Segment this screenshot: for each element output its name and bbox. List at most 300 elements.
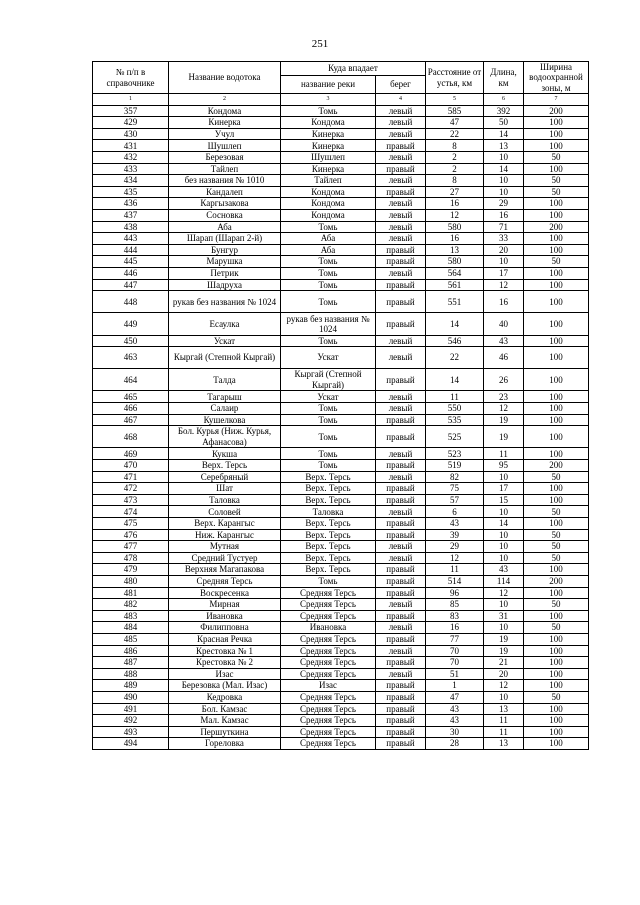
cell-distance: 585 [426, 105, 484, 117]
cell-river: Томь [281, 403, 376, 415]
cell-river: Средняя Терсь [281, 715, 376, 727]
cell-zone-width: 100 [524, 198, 589, 210]
cell-num: 433 [93, 163, 169, 175]
cell-bank: правый [376, 256, 426, 268]
cell-name: Крестовка № 2 [169, 657, 281, 669]
cell-bank: правый [376, 564, 426, 576]
cell-num: 471 [93, 471, 169, 483]
table-row [93, 657, 589, 669]
column-number: 7 [524, 94, 589, 105]
cell-zone-width: 50 [524, 152, 589, 164]
cell-distance: 16 [426, 198, 484, 210]
column-number: 4 [376, 94, 426, 105]
cell-num: 430 [93, 128, 169, 140]
cell-distance: 22 [426, 347, 484, 369]
cell-length: 10 [484, 541, 524, 553]
cell-name: Воскресенка [169, 587, 281, 599]
cell-river: Кинерка [281, 140, 376, 152]
cell-distance: 550 [426, 403, 484, 415]
cell-river: Ивановка [281, 622, 376, 634]
cell-river: Верх. Терсь [281, 552, 376, 564]
header-length: Длина, км [484, 62, 524, 94]
cell-river: Ускат [281, 391, 376, 403]
cell-river: Томь [281, 279, 376, 291]
cell-num: 463 [93, 347, 169, 369]
cell-distance: 2 [426, 163, 484, 175]
table-row [93, 633, 589, 645]
header-num: № п/п в справочнике [93, 62, 169, 94]
cell-name: Филипповна [169, 622, 281, 634]
table-row [93, 668, 589, 680]
cell-name: Талда [169, 369, 281, 391]
cell-length: 14 [484, 518, 524, 530]
cell-river: Верх. Терсь [281, 494, 376, 506]
cell-name: Першуткина [169, 726, 281, 738]
cell-distance: 43 [426, 715, 484, 727]
cell-num: 492 [93, 715, 169, 727]
cell-zone-width: 100 [524, 657, 589, 669]
cell-bank: левый [376, 541, 426, 553]
cell-name: Кукша [169, 448, 281, 460]
cell-bank: левый [376, 552, 426, 564]
table-row [93, 645, 589, 657]
cell-name: Крестовка № 1 [169, 645, 281, 657]
cell-bank: правый [376, 279, 426, 291]
cell-distance: 514 [426, 575, 484, 587]
cell-bank: левый [376, 233, 426, 245]
cell-distance: 564 [426, 267, 484, 279]
cell-length: 10 [484, 256, 524, 268]
cell-distance: 1 [426, 680, 484, 692]
cell-name: Кинерка [169, 117, 281, 129]
cell-river: Томь [281, 335, 376, 347]
cell-distance: 12 [426, 209, 484, 221]
cell-river: Тайлеп [281, 175, 376, 187]
table-row [93, 291, 589, 313]
cell-name: Кондома [169, 105, 281, 117]
cell-name: Таловка [169, 494, 281, 506]
cell-bank: правый [376, 426, 426, 448]
cell-river: Средняя Терсь [281, 657, 376, 669]
cell-zone-width: 100 [524, 518, 589, 530]
cell-zone-width: 100 [524, 347, 589, 369]
cell-bank: левый [376, 506, 426, 518]
cell-zone-width: 100 [524, 426, 589, 448]
cell-distance: 43 [426, 703, 484, 715]
cell-name: Кыргай (Степной Кыргай) [169, 347, 281, 369]
cell-num: 449 [93, 313, 169, 335]
cell-zone-width: 200 [524, 105, 589, 117]
cell-length: 15 [484, 494, 524, 506]
cell-bank: левый [376, 622, 426, 634]
table-row [93, 140, 589, 152]
cell-distance: 525 [426, 426, 484, 448]
cell-name: Березовка (Мал. Изас) [169, 680, 281, 692]
table-row [93, 163, 589, 175]
cell-zone-width: 100 [524, 209, 589, 221]
cell-bank: левый [376, 117, 426, 129]
cell-zone-width: 50 [524, 471, 589, 483]
cell-bank: левый [376, 645, 426, 657]
table-row [93, 541, 589, 553]
cell-name: Марушка [169, 256, 281, 268]
cell-length: 10 [484, 175, 524, 187]
cell-name: Шадруха [169, 279, 281, 291]
cell-bank: левый [376, 403, 426, 415]
cell-length: 14 [484, 163, 524, 175]
cell-length: 17 [484, 483, 524, 495]
cell-num: 435 [93, 186, 169, 198]
cell-num: 489 [93, 680, 169, 692]
cell-distance: 8 [426, 175, 484, 187]
table-row [93, 448, 589, 460]
cell-name: Шарап (Шарап 2-й) [169, 233, 281, 245]
cell-river: Верх. Терсь [281, 564, 376, 576]
table-row [93, 105, 589, 117]
cell-bank: правый [376, 291, 426, 313]
cell-distance: 22 [426, 128, 484, 140]
watercourse-table [92, 61, 589, 750]
table-row [93, 680, 589, 692]
cell-distance: 47 [426, 691, 484, 703]
cell-num: 483 [93, 610, 169, 622]
cell-name: Средний Тустуер [169, 552, 281, 564]
cell-length: 12 [484, 279, 524, 291]
cell-num: 467 [93, 414, 169, 426]
cell-distance: 30 [426, 726, 484, 738]
cell-length: 392 [484, 105, 524, 117]
cell-length: 31 [484, 610, 524, 622]
cell-zone-width: 50 [524, 541, 589, 553]
cell-num: 480 [93, 575, 169, 587]
table-row [93, 279, 589, 291]
cell-length: 10 [484, 691, 524, 703]
table-row [93, 552, 589, 564]
cell-bank: левый [376, 175, 426, 187]
cell-river: Томь [281, 460, 376, 472]
cell-bank: правый [376, 186, 426, 198]
table-row [93, 186, 589, 198]
cell-length: 17 [484, 267, 524, 279]
cell-name: Ивановка [169, 610, 281, 622]
column-number-row [93, 94, 589, 105]
cell-zone-width: 100 [524, 494, 589, 506]
cell-river: Ускат [281, 347, 376, 369]
cell-distance: 13 [426, 244, 484, 256]
table-row [93, 209, 589, 221]
cell-num: 464 [93, 369, 169, 391]
cell-length: 50 [484, 117, 524, 129]
table-row [93, 391, 589, 403]
cell-distance: 29 [426, 541, 484, 553]
cell-num: 438 [93, 221, 169, 233]
cell-bank: левый [376, 128, 426, 140]
cell-river: Таловка [281, 506, 376, 518]
cell-num: 436 [93, 198, 169, 210]
cell-num: 432 [93, 152, 169, 164]
cell-river: Верх. Терсь [281, 541, 376, 553]
cell-name: Изас [169, 668, 281, 680]
cell-length: 43 [484, 564, 524, 576]
cell-length: 10 [484, 186, 524, 198]
cell-distance: 85 [426, 599, 484, 611]
cell-bank: правый [376, 244, 426, 256]
cell-river: рукав без названия № 1024 [281, 313, 376, 335]
cell-length: 13 [484, 140, 524, 152]
cell-bank: правый [376, 691, 426, 703]
cell-zone-width: 100 [524, 140, 589, 152]
cell-zone-width: 200 [524, 221, 589, 233]
cell-river: Томь [281, 414, 376, 426]
table-row [93, 610, 589, 622]
table-row [93, 426, 589, 448]
cell-river: Верх. Терсь [281, 483, 376, 495]
page-number: 251 [311, 38, 329, 50]
cell-length: 19 [484, 414, 524, 426]
table-row [93, 564, 589, 576]
table-row [93, 518, 589, 530]
cell-distance: 83 [426, 610, 484, 622]
cell-zone-width: 100 [524, 726, 589, 738]
cell-num: 476 [93, 529, 169, 541]
table-row [93, 244, 589, 256]
cell-length: 12 [484, 680, 524, 692]
cell-zone-width: 100 [524, 564, 589, 576]
cell-bank: левый [376, 221, 426, 233]
cell-num: 485 [93, 633, 169, 645]
cell-river: Томь [281, 221, 376, 233]
cell-num: 494 [93, 738, 169, 750]
column-number: 5 [426, 94, 484, 105]
cell-river: Верх. Терсь [281, 518, 376, 530]
cell-distance: 561 [426, 279, 484, 291]
cell-bank: левый [376, 198, 426, 210]
cell-name: Березовая [169, 152, 281, 164]
cell-length: 12 [484, 587, 524, 599]
cell-length: 40 [484, 313, 524, 335]
cell-name: Учул [169, 128, 281, 140]
cell-length: 10 [484, 599, 524, 611]
cell-length: 46 [484, 347, 524, 369]
cell-zone-width: 100 [524, 335, 589, 347]
cell-zone-width: 200 [524, 575, 589, 587]
table-row [93, 715, 589, 727]
cell-num: 429 [93, 117, 169, 129]
table-row [93, 703, 589, 715]
cell-distance: 75 [426, 483, 484, 495]
cell-num: 443 [93, 233, 169, 245]
cell-bank: правый [376, 414, 426, 426]
cell-bank: левый [376, 471, 426, 483]
cell-distance: 11 [426, 391, 484, 403]
cell-bank: правый [376, 369, 426, 391]
cell-distance: 14 [426, 369, 484, 391]
cell-river: Средняя Терсь [281, 599, 376, 611]
cell-zone-width: 50 [524, 622, 589, 634]
cell-bank: левый [376, 152, 426, 164]
table-row [93, 267, 589, 279]
cell-river: Средняя Терсь [281, 610, 376, 622]
table-row [93, 587, 589, 599]
cell-name: Мирная [169, 599, 281, 611]
cell-bank: правый [376, 633, 426, 645]
cell-zone-width: 100 [524, 244, 589, 256]
cell-name: Верх. Терсь [169, 460, 281, 472]
cell-num: 490 [93, 691, 169, 703]
header-name: Название водотока [169, 62, 281, 94]
cell-num: 484 [93, 622, 169, 634]
cell-distance: 535 [426, 414, 484, 426]
cell-name: Ниж. Карангыс [169, 529, 281, 541]
cell-bank: правый [376, 610, 426, 622]
cell-length: 10 [484, 152, 524, 164]
cell-name: Мал. Камзас [169, 715, 281, 727]
cell-length: 13 [484, 703, 524, 715]
cell-name: Есаулка [169, 313, 281, 335]
cell-zone-width: 100 [524, 668, 589, 680]
cell-num: 468 [93, 426, 169, 448]
cell-bank: правый [376, 494, 426, 506]
cell-distance: 39 [426, 529, 484, 541]
cell-river: Аба [281, 233, 376, 245]
table-row [93, 460, 589, 472]
cell-length: 11 [484, 726, 524, 738]
cell-bank: левый [376, 105, 426, 117]
cell-zone-width: 100 [524, 128, 589, 140]
cell-bank: правый [376, 313, 426, 335]
table-row [93, 575, 589, 587]
cell-river: Томь [281, 105, 376, 117]
cell-name: Аба [169, 221, 281, 233]
cell-bank: правый [376, 483, 426, 495]
cell-distance: 546 [426, 335, 484, 347]
cell-name: Тайлеп [169, 163, 281, 175]
cell-length: 29 [484, 198, 524, 210]
cell-river: Средняя Терсь [281, 691, 376, 703]
column-number: 2 [169, 94, 281, 105]
cell-length: 21 [484, 657, 524, 669]
cell-num: 447 [93, 279, 169, 291]
cell-num: 357 [93, 105, 169, 117]
cell-river: Кондома [281, 198, 376, 210]
cell-length: 19 [484, 633, 524, 645]
cell-distance: 16 [426, 233, 484, 245]
cell-river: Кинерка [281, 128, 376, 140]
cell-length: 11 [484, 715, 524, 727]
cell-distance: 551 [426, 291, 484, 313]
table-row [93, 152, 589, 164]
cell-distance: 27 [426, 186, 484, 198]
cell-length: 43 [484, 335, 524, 347]
cell-river: Кондома [281, 209, 376, 221]
cell-name: Верх. Карангыс [169, 518, 281, 530]
cell-zone-width: 100 [524, 680, 589, 692]
cell-zone-width: 100 [524, 414, 589, 426]
table-row [93, 738, 589, 750]
cell-river: Кондома [281, 117, 376, 129]
cell-bank: левый [376, 267, 426, 279]
table-row [93, 198, 589, 210]
cell-bank: левый [376, 335, 426, 347]
table-row [93, 529, 589, 541]
table-header [93, 62, 589, 106]
cell-zone-width: 100 [524, 403, 589, 415]
cell-bank: правый [376, 738, 426, 750]
cell-length: 114 [484, 575, 524, 587]
cell-num: 473 [93, 494, 169, 506]
cell-zone-width: 50 [524, 256, 589, 268]
cell-name: Салаир [169, 403, 281, 415]
cell-num: 478 [93, 552, 169, 564]
cell-length: 13 [484, 738, 524, 750]
table-row [93, 175, 589, 187]
cell-bank: правый [376, 140, 426, 152]
cell-length: 19 [484, 426, 524, 448]
cell-zone-width: 50 [524, 186, 589, 198]
cell-river: Аба [281, 244, 376, 256]
cell-name: Кушелкова [169, 414, 281, 426]
cell-bank: правый [376, 715, 426, 727]
cell-name: Соловей [169, 506, 281, 518]
table-row [93, 622, 589, 634]
cell-bank: правый [376, 460, 426, 472]
cell-zone-width: 100 [524, 279, 589, 291]
cell-length: 16 [484, 291, 524, 313]
cell-river: Шушлеп [281, 152, 376, 164]
cell-zone-width: 100 [524, 291, 589, 313]
column-number: 3 [281, 94, 376, 105]
cell-bank: левый [376, 448, 426, 460]
cell-name: Шат [169, 483, 281, 495]
cell-bank: левый [376, 347, 426, 369]
cell-distance: 580 [426, 256, 484, 268]
cell-name: Бол. Курья (Ниж. Курья, Афанасова) [169, 426, 281, 448]
cell-distance: 11 [426, 564, 484, 576]
cell-river: Верх. Терсь [281, 529, 376, 541]
cell-distance: 77 [426, 633, 484, 645]
cell-num: 477 [93, 541, 169, 553]
cell-name: без названия № 1010 [169, 175, 281, 187]
cell-name: Сосновка [169, 209, 281, 221]
cell-river: Средняя Терсь [281, 668, 376, 680]
cell-zone-width: 100 [524, 645, 589, 657]
column-number: 1 [93, 94, 169, 105]
cell-zone-width: 100 [524, 163, 589, 175]
cell-river: Томь [281, 256, 376, 268]
column-number: 6 [484, 94, 524, 105]
cell-length: 20 [484, 244, 524, 256]
cell-river: Средняя Терсь [281, 587, 376, 599]
cell-name: Шушлеп [169, 140, 281, 152]
cell-distance: 519 [426, 460, 484, 472]
cell-zone-width: 100 [524, 313, 589, 335]
cell-zone-width: 100 [524, 610, 589, 622]
table-row [93, 506, 589, 518]
cell-distance: 96 [426, 587, 484, 599]
table-row [93, 414, 589, 426]
cell-name: Тагарыш [169, 391, 281, 403]
cell-river: Томь [281, 291, 376, 313]
cell-name: Кандалеп [169, 186, 281, 198]
header-river: название реки [281, 76, 376, 94]
cell-zone-width: 100 [524, 587, 589, 599]
cell-river: Кондома [281, 186, 376, 198]
table-row [93, 335, 589, 347]
cell-num: 469 [93, 448, 169, 460]
cell-zone-width: 100 [524, 483, 589, 495]
cell-name: Серебряный [169, 471, 281, 483]
cell-zone-width: 100 [524, 117, 589, 129]
